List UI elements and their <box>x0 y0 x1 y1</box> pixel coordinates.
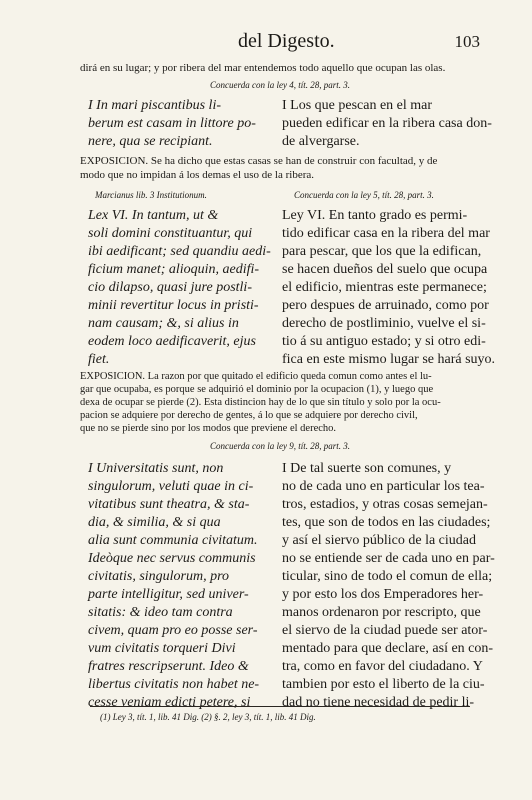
spanish-line: I De tal suerte son comunes, y <box>282 461 452 476</box>
latin-line: vum civitatis torqueri Divi <box>88 641 236 656</box>
latin-line: fiet. <box>88 352 110 367</box>
spanish-line: fica en este mismo lugar se hará suyo. <box>282 352 496 367</box>
spanish-line: ticular, sino de todo el comun de ella; <box>282 569 493 584</box>
source-citation: Marcianus lib. 3 Institutionum. <box>95 190 207 200</box>
latin-line: I Universitatis sunt, non <box>88 461 224 476</box>
running-title: del Digesto. <box>238 30 335 52</box>
latin-text-law-1 <box>88 97 263 151</box>
latin-line: soli domini constituantur, qui <box>88 226 253 241</box>
latin-line: parte intelligitur, sed univer- <box>88 587 249 602</box>
spanish-text-law-1 <box>282 97 492 151</box>
latin-line: ficium manet; alioquin, aedifi- <box>88 262 260 277</box>
spanish-line: el edificio, mientras este permanece; <box>282 280 487 295</box>
latin-line: cio dilapso, quasi jure postli- <box>88 280 252 295</box>
concordance-note-2: Concuerda con la ley 5, tít. 28, part. 3. <box>294 190 434 200</box>
spanish-line: de alvergarse. <box>282 134 360 149</box>
latin-line: alia sunt communia civitatum. <box>88 533 258 548</box>
spanish-line: y así el siervo público de la ciudad <box>282 533 476 548</box>
spanish-line: se hacen dueños del suelo que ocupa <box>282 262 488 277</box>
spanish-text-law-6 <box>282 207 496 369</box>
spanish-line: pueden edificar en la ribera casa don- <box>282 116 492 131</box>
latin-line: nam causam; &, si alius in <box>88 316 239 331</box>
spanish-line: manos ordenaron por rescripto, que <box>282 605 481 620</box>
spanish-line: tra, como en favor del ciudadano. Y <box>282 659 483 674</box>
exposition-line: dexa de ocupar se pierde (2). Esta distincion hay de lo que sin título y solo por la ocu- <box>80 397 441 408</box>
latin-line: sitatis: & ideo tam contra <box>88 605 233 620</box>
latin-line: I In mari piscantibus li- <box>88 98 221 113</box>
spanish-line: el siervo de la ciudad puede ser ator- <box>282 623 488 638</box>
latin-line: Lex VI. In tantum, ut & <box>88 208 219 223</box>
latin-line: eodem loco aedificaverit, ejus <box>88 334 256 349</box>
latin-line: civitatis, singulorum, pro <box>88 569 230 584</box>
exposition-line: pacion se adquiere por derecho de gentes, á lo que se adquiere por derecho civil, <box>80 410 418 421</box>
latin-line: civem, quam pro eo posse ser- <box>88 623 258 638</box>
spanish-line: no de cada uno en particular los tea- <box>282 479 485 494</box>
spanish-line: tros, estadios, y otras cosas semejan- <box>282 497 488 512</box>
spanish-line: derecho de postliminio, vuelve el si- <box>282 316 486 331</box>
spanish-line: Ley VI. En tanto grado es permi- <box>282 208 468 223</box>
spanish-line: tido edificar casa en la ribera del mar <box>282 226 490 241</box>
latin-line: libertus civitatis non habet ne- <box>88 677 260 692</box>
latin-line: berum est casam in littore po- <box>88 116 256 131</box>
spanish-line: mentado para que declare, así en con- <box>282 641 494 656</box>
concordance-note-3: Concuerda con la ley 9, tít. 28, part. 3. <box>210 441 350 451</box>
latin-line: cesse veniam edicti petere, si <box>88 695 251 710</box>
spanish-line: I Los que pescan en el mar <box>282 98 433 113</box>
spanish-line: para pescar, que los que la edifican, <box>282 244 482 259</box>
exposition-line: gar que ocupaba, es porque se adquirió el dominio por la ocupacion (1), y luego que <box>80 384 434 395</box>
spanish-text-universitatis <box>282 460 495 712</box>
continuation-line: dirá en su lugar; y por ribera del mar entendemos todo aquello que ocupan las olas. <box>80 62 446 74</box>
exposition-line: EXPOSICION. La razon por que quitado el edificio queda comun como antes el lu- <box>80 371 432 382</box>
spanish-line: pero despues de arruinado, como por <box>282 298 489 313</box>
spanish-line: tambien por esto el liberto de la ciu- <box>282 677 485 692</box>
spanish-line: tio á su antiguo estado; y si otro edi- <box>282 334 486 349</box>
concordance-note-1: Concuerda con la ley 4, tít. 28, part. 3. <box>210 80 350 90</box>
latin-line: vitatibus sunt theatra, & sta- <box>88 497 250 512</box>
footnote: (1) Ley 3, tít. 1, lib. 41 Dig. (2) §. 2, ley 3, tít. 1, lib. 41 Dig. <box>100 712 316 722</box>
spanish-line: tes, que son de todos en las ciudades; <box>282 515 491 530</box>
latin-line: singulorum, veluti quae in ci- <box>88 479 254 494</box>
footnote-rule <box>90 706 470 707</box>
latin-line: dia, & similia, & si qua <box>88 515 221 530</box>
latin-line: minii revertitur locus in pristi- <box>88 298 259 313</box>
exposition-line: que no se pierde sino por los modos que previene el derecho. <box>80 423 337 434</box>
latin-line: ibi aedificant; sed quandiu aedi- <box>88 244 271 259</box>
page-number: 103 <box>454 32 480 51</box>
spanish-line: no se entiende ser de cada uno en par- <box>282 551 495 566</box>
latin-text-law-6 <box>88 207 271 369</box>
exposition-line: modo que no impidan á los demas el uso de la ribera. <box>80 169 314 181</box>
spanish-line: y por esto los dos Emperadores her- <box>282 587 484 602</box>
latin-line: nere, qua se recipiant. <box>88 134 213 149</box>
latin-line: fratres rescripserunt. Ideo & <box>88 659 249 674</box>
running-header <box>60 30 480 54</box>
spanish-line: dad no tiene necesidad de pedir li- <box>282 695 475 710</box>
latin-text-universitatis <box>88 460 266 712</box>
exposition-line: EXPOSICION. Se ha dicho que estas casas se han de construir con facultad, y de <box>80 155 438 167</box>
exposition-1 <box>80 154 480 182</box>
latin-line: Ideòque nec servus communis <box>88 551 256 566</box>
exposition-2 <box>80 370 480 435</box>
